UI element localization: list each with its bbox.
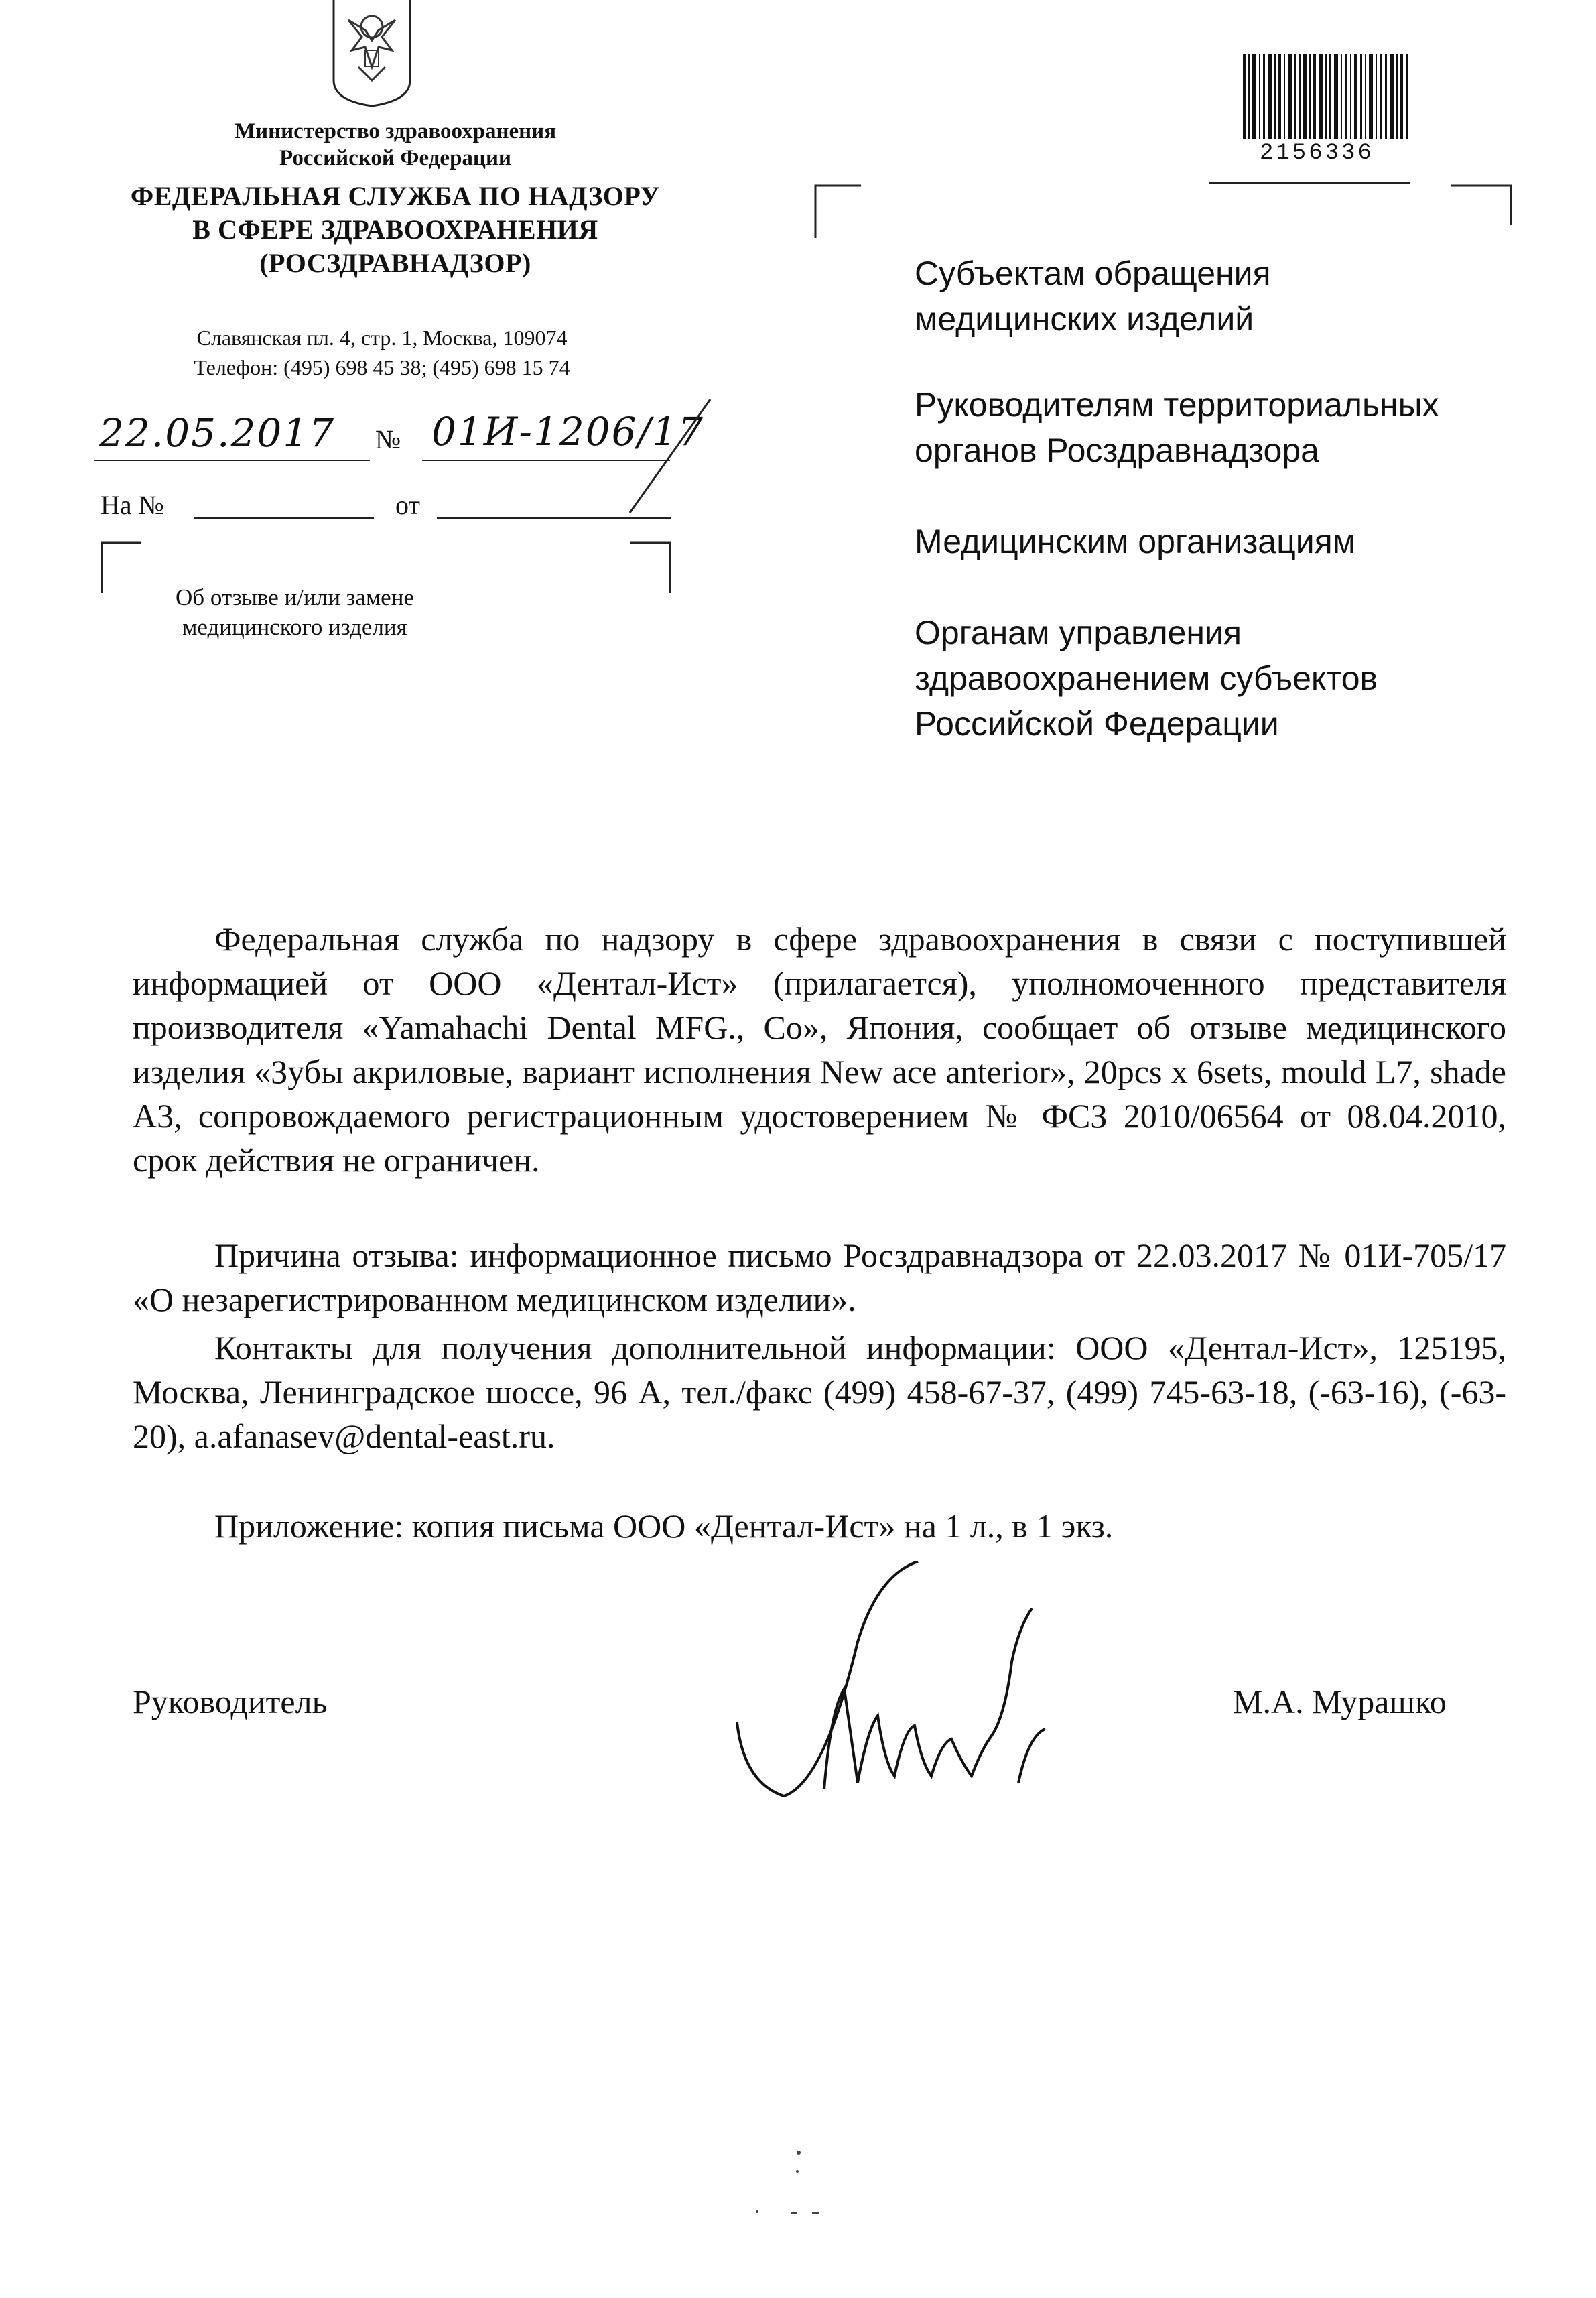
date-underline xyxy=(94,460,370,461)
handwritten-signature xyxy=(724,1561,1099,1816)
reference-number-line xyxy=(194,517,374,519)
barcode xyxy=(1243,54,1410,144)
addressee-4-line-1: Органам управления xyxy=(915,614,1242,651)
scan-specks xyxy=(737,2145,844,2238)
street-address: Славянская пл. 4, стр. 1, Москва, 109074 xyxy=(196,326,568,350)
ministry-name xyxy=(134,118,657,172)
signatory-title: Руководитель xyxy=(133,1683,328,1720)
addressee-1-line-1: Субъектам обращения xyxy=(915,255,1271,292)
signatory-name: М.А. Мурашко xyxy=(1233,1683,1447,1720)
addressee-3 xyxy=(915,519,1518,564)
addressee-3-line-1: Медицинским организациям xyxy=(915,523,1356,560)
addressee-brackets xyxy=(807,171,1524,245)
subject-line-2: медицинского изделия xyxy=(182,614,407,640)
ministry-line-1: Министерство здравоохранения xyxy=(234,119,557,143)
coat-of-arms-icon xyxy=(328,0,415,107)
outgoing-number: 01И-1206/17 xyxy=(431,409,704,454)
number-label: № xyxy=(375,424,401,454)
addressee-4-line-2: здравоохранением субъектов xyxy=(915,659,1378,697)
service-name xyxy=(87,180,704,280)
subject-line-1: Об отзыве и/или замене xyxy=(176,584,414,611)
addressee-1 xyxy=(915,251,1518,342)
body-paragraph-1: Федеральная служба по надзору в сфере здравоохранения в связи с поступившей информацией от ООО «Дентал-Ист» (прилагается), уполномоченного представителя производителя «Yamahachi Dental MFG., Co», Япония, сообщает об отзыве медицинского изделия «Зубы акриловые, вариант исполнения New ace anterior», 20pcs x 6sets, mould L7, shade A3, сопровождаемого регистрационным удостоверением № ФСЗ 2010/06564 от 08.04.2010, срок действия не ограничен. xyxy=(133,920,1506,1179)
service-line-3: (РОСЗДРАВНАДЗОР) xyxy=(259,248,531,278)
addressee-2-line-1: Руководителям территориальных xyxy=(915,386,1439,424)
reference-from-label: от xyxy=(395,490,420,520)
outgoing-date: 22.05.2017 xyxy=(99,410,336,456)
ministry-line-2: Российской Федерации xyxy=(279,146,511,170)
service-line-1: ФЕДЕРАЛЬНАЯ СЛУЖБА ПО НАДЗОРУ xyxy=(130,181,661,211)
body-paragraph-3: Контакты для получения дополнительной информации: ООО «Дентал-Ист», 125195, Москва, Ленинградское шоссе, 96 А, тел./факс (499) 458-67-37, (499) 745-63-18, (-63-16), (-63-20), a.afanasev@dental-east.ru. xyxy=(133,1329,1506,1455)
sender-address xyxy=(101,323,663,382)
addressee-4 xyxy=(915,610,1518,747)
addressee-1-line-2: медицинских изделий xyxy=(915,300,1254,338)
addressee-2 xyxy=(915,382,1518,473)
phone-numbers: Телефон: (495) 698 45 38; (495) 698 15 74 xyxy=(194,355,570,379)
letter-subject xyxy=(107,583,482,642)
barcode-number: 2156336 xyxy=(1260,141,1374,166)
addressee-2-line-2: органов Росздравнадзора xyxy=(915,432,1319,469)
service-line-2: В СФЕРЕ ЗДРАВООХРАНЕНИЯ xyxy=(192,214,598,245)
addressee-4-line-3: Российской Федерации xyxy=(915,705,1279,743)
reference-date-line xyxy=(437,517,671,519)
body-paragraph-2: Причина отзыва: информационное письмо Росздравнадзора от 22.03.2017 № 01И-705/17 «О незарегистрированном медицинском изделии». xyxy=(133,1236,1506,1318)
reference-label: На № xyxy=(101,490,164,520)
slash-stroke xyxy=(616,395,717,516)
attachment-note: Приложение: копия письма ООО «Дентал-Ист» на 1 л., в 1 экз. xyxy=(214,1507,1114,1545)
